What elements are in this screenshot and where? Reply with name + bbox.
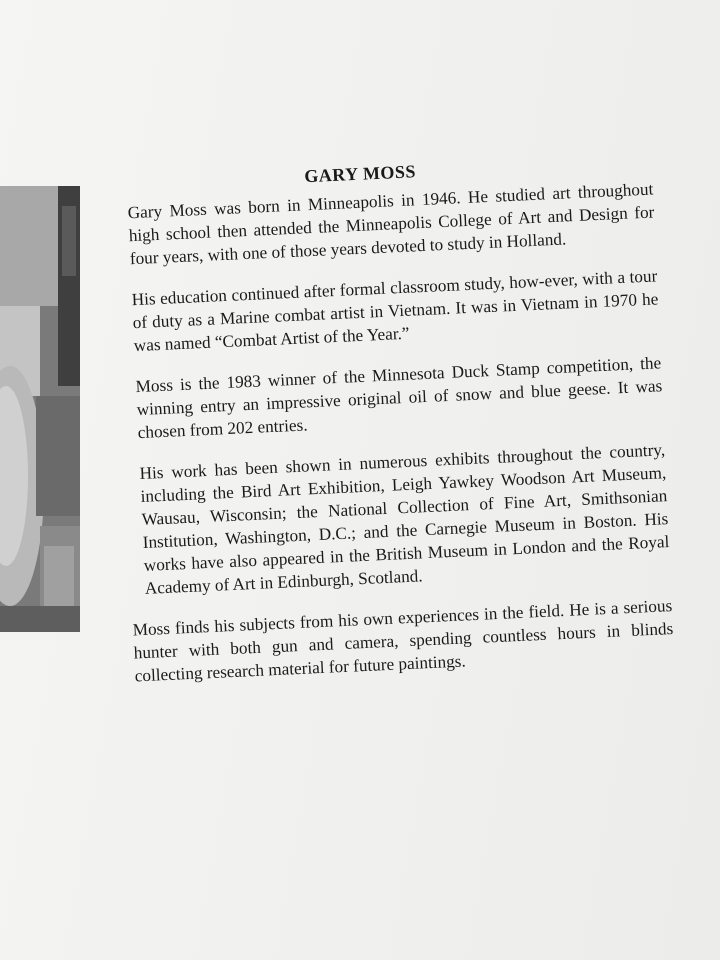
paragraph-biography: Gary Moss was born in Minneapolis in 1946. He studied art throughout high school then attended the Minneapolis College of Art and Design for four years, with one of those years devoted to study in Holland. bbox=[127, 179, 655, 269]
portrait-photo bbox=[0, 186, 80, 632]
article-text-block bbox=[112, 150, 676, 706]
paragraph-duck-stamp: Moss is the 1983 winner of the Minnesota Duck Stamp competition, the winning entry an impressive original oil of snow and blue geese. It was chosen from 202 entries. bbox=[135, 353, 663, 443]
paragraph-exhibits: His work has been shown in numerous exhibits throughout the country, including the Bird Art Exhibition, Leigh Yawkey Woodson Art Museum, Wausau, Wisconsin; the National Collection of Fine Art, Smithsonian Institution, Washington, D.C.; and the Carnegie Museum in Boston. His works have also appeared in the British Museum in London and the Royal Academy of Art in Edinburgh, Scotland. bbox=[139, 440, 670, 598]
portrait-photo-graphic bbox=[0, 186, 80, 632]
article-title: GARY MOSS bbox=[303, 161, 417, 187]
paragraph-education: His education continued after formal classroom study, how-ever, with a tour of duty as a Marine combat artist in Vietnam. It was in Vietnam in 1970 he was named “Combat Artist of the Year.” bbox=[131, 266, 659, 356]
paragraph-subjects: Moss finds his subjects from his own experiences in the field. He is a serious hunter with both gun and camera, spending countless hours in blinds collecting research material for future paintings. bbox=[132, 596, 674, 686]
